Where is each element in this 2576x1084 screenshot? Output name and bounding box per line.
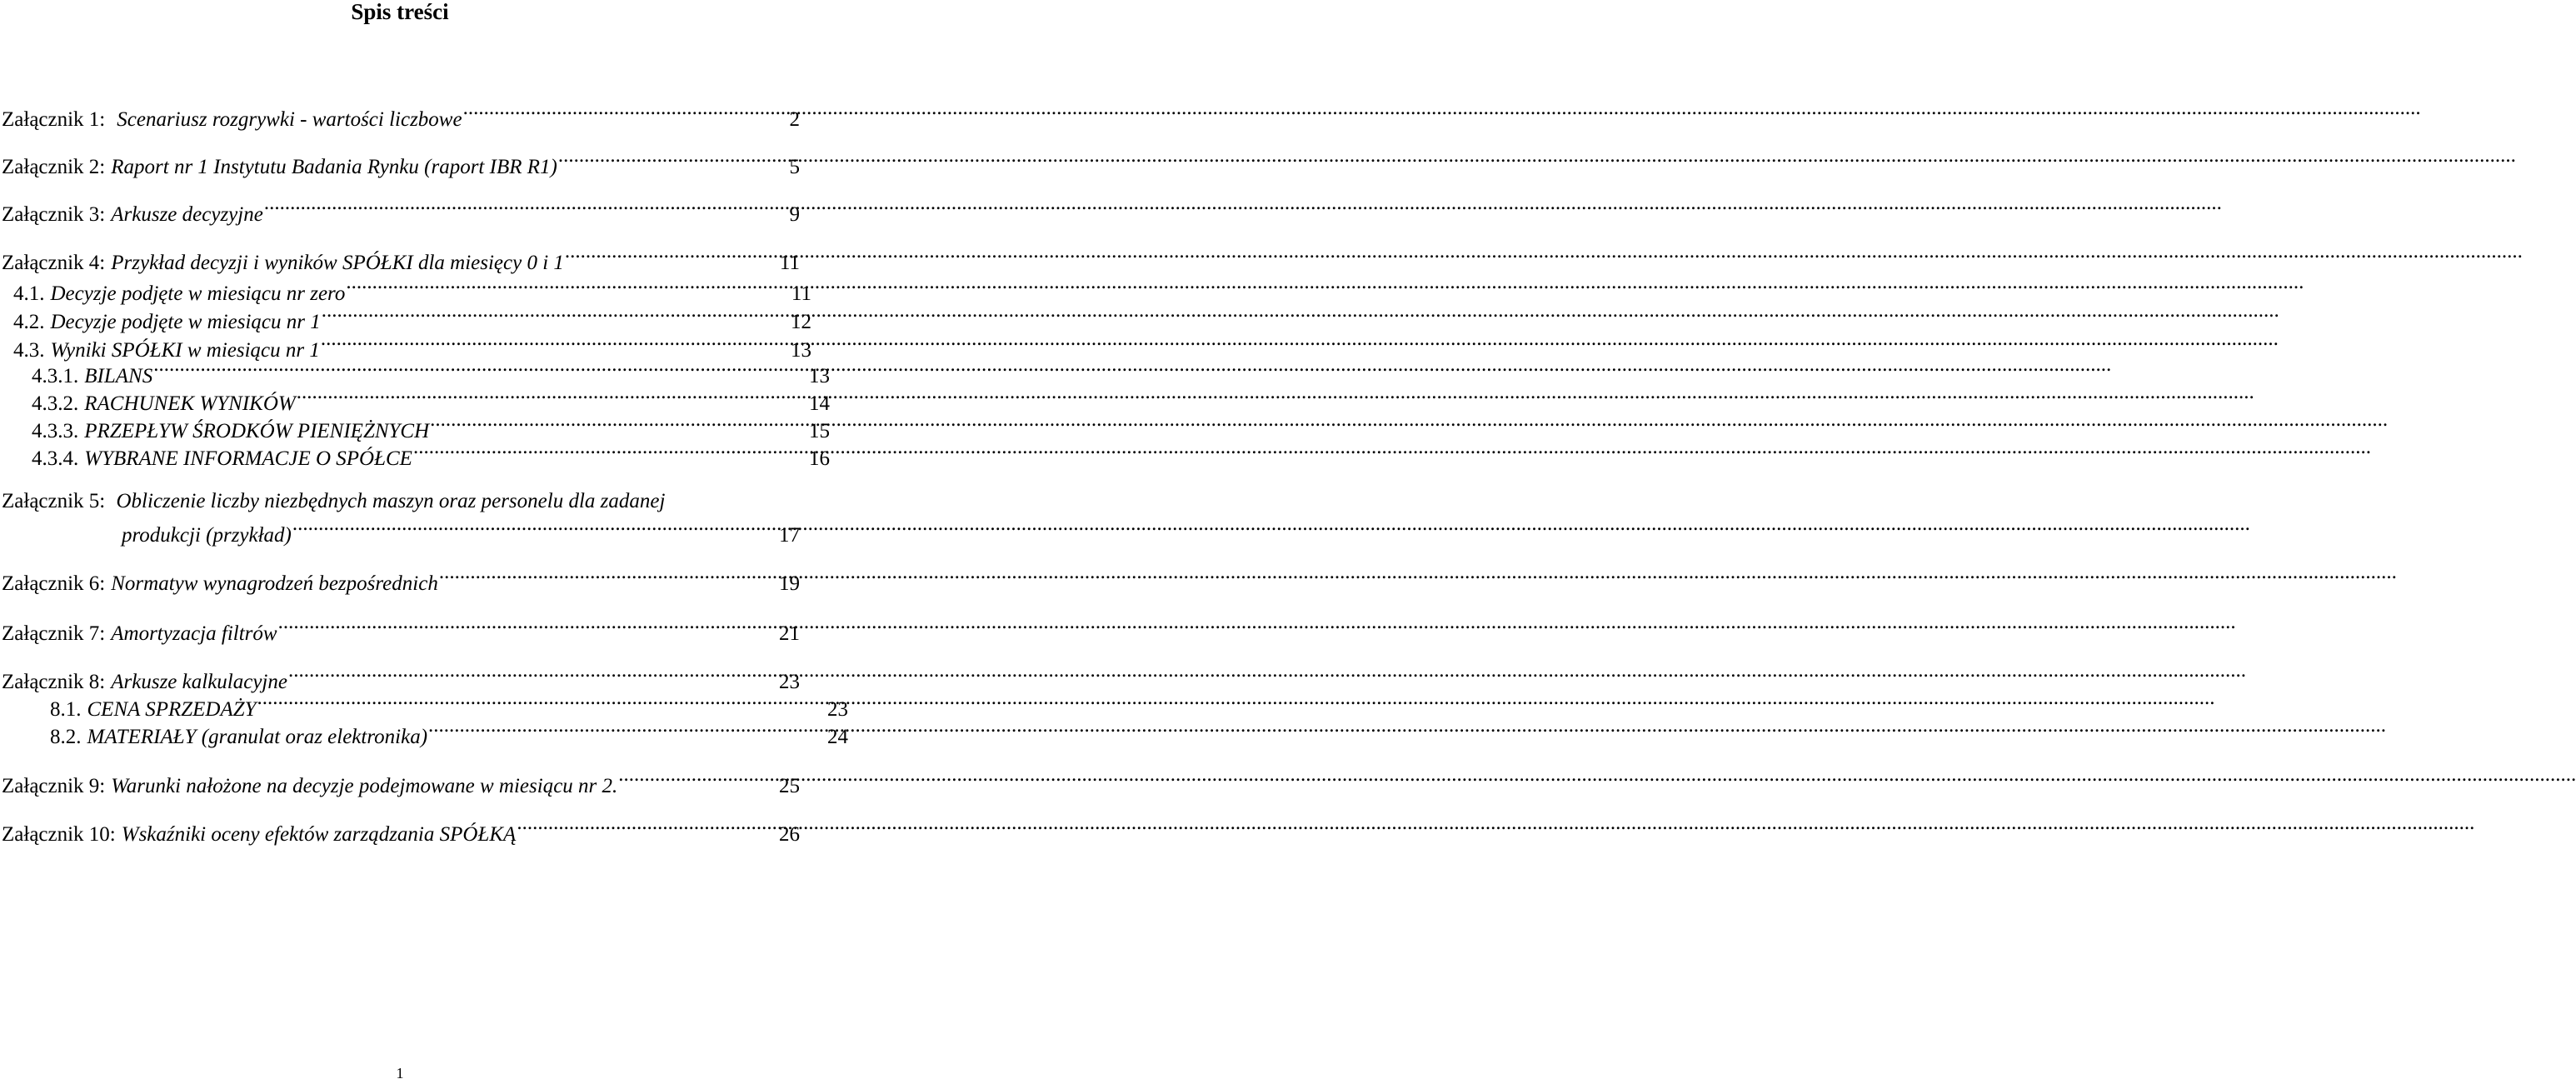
toc-dot-leader	[517, 816, 778, 841]
page-title: Spis treści	[351, 0, 449, 24]
toc-entry-title: Raport nr 1 Instytutu Badania Rynku (raport IBR R1)	[111, 156, 557, 178]
toc-dot-leader	[430, 412, 808, 437]
toc-entry-number: Załącznik 7:	[2, 622, 106, 645]
toc-entry-title: Normatyw wynagrodzeń bezpośrednich	[111, 572, 438, 595]
toc-entry-page: 12	[791, 311, 811, 333]
toc-entry-number: Załącznik 2:	[2, 156, 106, 178]
toc-entry-title: Przykład decyzji i wyników SPÓŁKI dla miesięcy 0 i 1	[111, 252, 564, 274]
footer-page-number: 1	[396, 1065, 404, 1082]
toc-entry-page: 13	[809, 365, 830, 387]
toc-dot-leader	[565, 244, 779, 269]
toc-entry-page: 24	[827, 726, 848, 748]
toc-dot-leader	[558, 148, 789, 173]
toc-entry-number: 8.2.	[50, 726, 82, 748]
toc-entry-number: 4.3.4.	[32, 447, 79, 470]
toc-entry-number: 4.3.1.	[32, 365, 79, 387]
toc-dot-leader	[413, 440, 808, 465]
toc-entry-title: BILANS	[84, 365, 153, 387]
toc-dot-leader	[264, 196, 789, 221]
toc-entry-page: 23	[779, 671, 800, 693]
toc-entry-title: Wyniki SPÓŁKI w miesiącu nr 1	[50, 339, 320, 362]
toc-entry-number: Załącznik 5:	[2, 490, 106, 512]
toc-dot-leader	[297, 385, 808, 410]
toc-entry-page: 15	[809, 420, 830, 442]
toc-entry-title: Arkusze kalkulacyjne	[111, 671, 287, 693]
toc-entry-zalacznik-2[interactable]	[0, 148, 800, 180]
toc-entry-number: Załącznik 3:	[2, 203, 106, 226]
toc-entry-title: Obliczenie liczby niezbędnych maszyn oraz personelu dla zadanej	[116, 490, 666, 512]
toc-entry-title: Decyzje podjęte w miesiącu nr 1	[50, 311, 321, 333]
toc-entry-title: Arkusze decyzyjne	[111, 203, 263, 226]
toc-dot-leader	[278, 615, 778, 640]
toc-entry-title: CENA SPRZEDAŻY	[87, 698, 257, 721]
toc-entry-zalacznik-10[interactable]	[0, 816, 800, 847]
toc-entry-number: 8.1.	[50, 698, 82, 721]
toc-dot-leader	[439, 565, 778, 590]
toc-entry-title-continued: produkcji (przykład)	[122, 524, 292, 547]
toc-entry-number: Załącznik 10:	[2, 823, 116, 846]
toc-entry-title: Wskaźniki oceny efektów zarządzania SPÓŁKĄ	[121, 823, 517, 846]
toc-entry-page: 26	[779, 823, 800, 846]
toc-dot-leader	[618, 767, 778, 792]
toc-dot-leader	[322, 303, 790, 328]
toc-entry-zalacznik-5-line1[interactable]	[2, 489, 665, 514]
toc-dot-leader	[428, 718, 826, 743]
toc-entry-zalacznik-3[interactable]	[0, 196, 800, 227]
toc-entry-4-3-4[interactable]	[0, 440, 830, 472]
toc-dot-leader	[463, 101, 789, 126]
toc-entry-number: Załącznik 8:	[2, 671, 106, 693]
toc-entry-number: Załącznik 6:	[2, 572, 106, 595]
toc-entry-title: PRZEPŁYW ŚRODKÓW PIENIĘŻNYCH	[84, 420, 430, 442]
toc-entry-page: 14	[809, 392, 830, 415]
toc-entry-page: 23	[827, 698, 848, 721]
toc-entry-zalacznik-5-line2[interactable]	[0, 517, 800, 548]
toc-entry-page: 16	[809, 447, 830, 470]
toc-dot-leader	[153, 357, 808, 382]
toc-entry-title: MATERIAŁY (granulat oraz elektronika)	[87, 726, 428, 748]
toc-entry-number: Załącznik 1:	[2, 108, 106, 131]
toc-dot-leader	[257, 691, 826, 716]
toc-entry-number: 4.3.2.	[32, 392, 79, 415]
toc-entry-zalacznik-9[interactable]	[0, 767, 800, 799]
toc-dot-leader	[292, 517, 778, 542]
toc-entry-page: 25	[779, 775, 800, 797]
toc-entry-number: Załącznik 4:	[2, 252, 106, 274]
toc-entry-number: 4.3.	[13, 339, 45, 362]
toc-entry-title: Scenariusz rozgrywki - wartości liczbowe	[117, 108, 462, 131]
toc-dot-leader	[346, 275, 791, 300]
toc-entry-zalacznik-7[interactable]	[0, 615, 800, 647]
toc-entry-page: 17	[779, 524, 800, 547]
toc-entry-title: RACHUNEK WYNIKÓW	[84, 392, 296, 415]
toc-entry-title: Warunki nałożone na decyzje podejmowane w miesiącu nr 2.	[111, 775, 618, 797]
toc-dot-leader	[288, 663, 778, 688]
toc-entry-zalacznik-6[interactable]	[0, 565, 800, 597]
table-of-contents	[0, 0, 848, 1084]
toc-entry-zalacznik-1[interactable]	[0, 101, 800, 132]
toc-entry-title: WYBRANE INFORMACJE O SPÓŁCE	[84, 447, 412, 470]
toc-entry-page: 2	[789, 108, 800, 131]
toc-entry-page: 21	[779, 622, 800, 645]
toc-entry-page: 5	[789, 156, 800, 178]
toc-entry-page: 9	[789, 203, 800, 226]
toc-entry-number: 4.1.	[13, 282, 45, 305]
toc-entry-number: 4.3.3.	[32, 420, 79, 442]
toc-entry-page: 11	[791, 282, 811, 305]
toc-entry-8-2[interactable]	[0, 718, 848, 750]
toc-entry-title: Decyzje podjęte w miesiącu nr zero	[50, 282, 346, 305]
toc-entry-page: 13	[791, 339, 811, 362]
toc-entry-title: Amortyzacja filtrów	[111, 622, 277, 645]
toc-entry-page: 11	[779, 252, 800, 274]
toc-entry-number: 4.2.	[13, 311, 45, 333]
toc-entry-number: Załącznik 9:	[2, 775, 106, 797]
toc-entry-page: 19	[779, 572, 800, 595]
